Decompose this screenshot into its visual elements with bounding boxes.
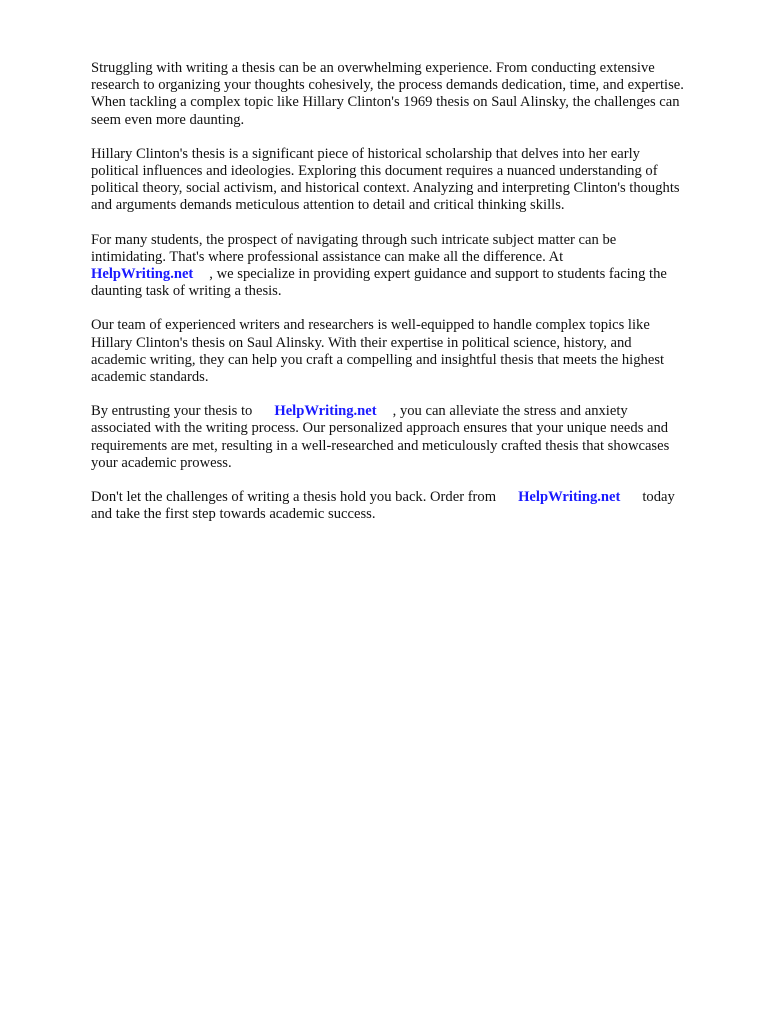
text-line: academic standards. [91,369,209,386]
text-line-with-link [91,489,715,506]
text-line: When tackling a complex topic like Hillary Clinton's 1969 thesis on Saul Alinsky, the challenges can [91,94,680,111]
text-line: For many students, the prospect of navigating through such intricate subject matter can be [91,231,617,248]
helpwriting-link[interactable]: HelpWriting.net [91,266,194,283]
text-line: and arguments demands meticulous attention to detail and critical thinking skills. [91,197,565,214]
helpwriting-link[interactable]: HelpWriting.net [274,403,377,420]
text-line: political theory, social activism, and historical context. Analyzing and interpreting Clinton's thoughts [91,180,680,197]
text-line: academic writing, they can help you craft a compelling and insightful thesis that meets the highest [91,351,665,368]
text-line: your academic prowess. [91,454,232,471]
text-line: Hillary Clinton's thesis on Saul Alinsky. With their expertise in political science, history, and [91,334,632,351]
text-line: political influences and ideologies. Exploring this document requires a nuanced understanding of [91,163,658,180]
text-line-with-link [91,403,715,420]
text-line: requirements are met, resulting in a well-researched and meticulously crafted thesis that showcases [91,437,670,454]
text-line: intimidating. That's where professional assistance can make all the difference. At [91,248,564,265]
text-segment: , you can alleviate the stress and anxiety [392,403,628,420]
paragraph-thesis-significance [91,146,715,215]
paragraph-team [91,317,715,386]
text-line: Hillary Clinton's thesis is a significant piece of historical scholarship that delves into her early [91,145,640,162]
paragraph-intro [91,60,715,129]
text-line: Our team of experienced writers and researchers is well-equipped to handle complex topics like [91,317,650,334]
document-page [91,60,715,540]
text-line: research to organizing your thoughts cohesively, the process demands dedication, time, and expertise. [91,77,684,94]
helpwriting-link[interactable]: HelpWriting.net [518,489,621,506]
text-line: seem even more daunting. [91,111,245,128]
text-line: associated with the writing process. Our personalized approach ensures that your unique needs and [91,420,669,437]
text-segment: , we specialize in providing expert guidance and support to students facing the [209,266,667,283]
text-line: daunting task of writing a thesis. [91,283,282,300]
paragraph-entrusting [91,403,715,472]
paragraph-call-to-action [91,489,715,523]
text-segment: today [642,489,675,506]
paragraph-students [91,232,715,301]
text-segment: By entrusting your thesis to [91,403,253,420]
text-segment: Don't let the challenges of writing a thesis hold you back. Order from [91,489,497,506]
text-line-with-link [91,266,715,283]
text-line: and take the first step towards academic success. [91,506,376,523]
text-line: Struggling with writing a thesis can be an overwhelming experience. From conducting extensive [91,60,655,76]
